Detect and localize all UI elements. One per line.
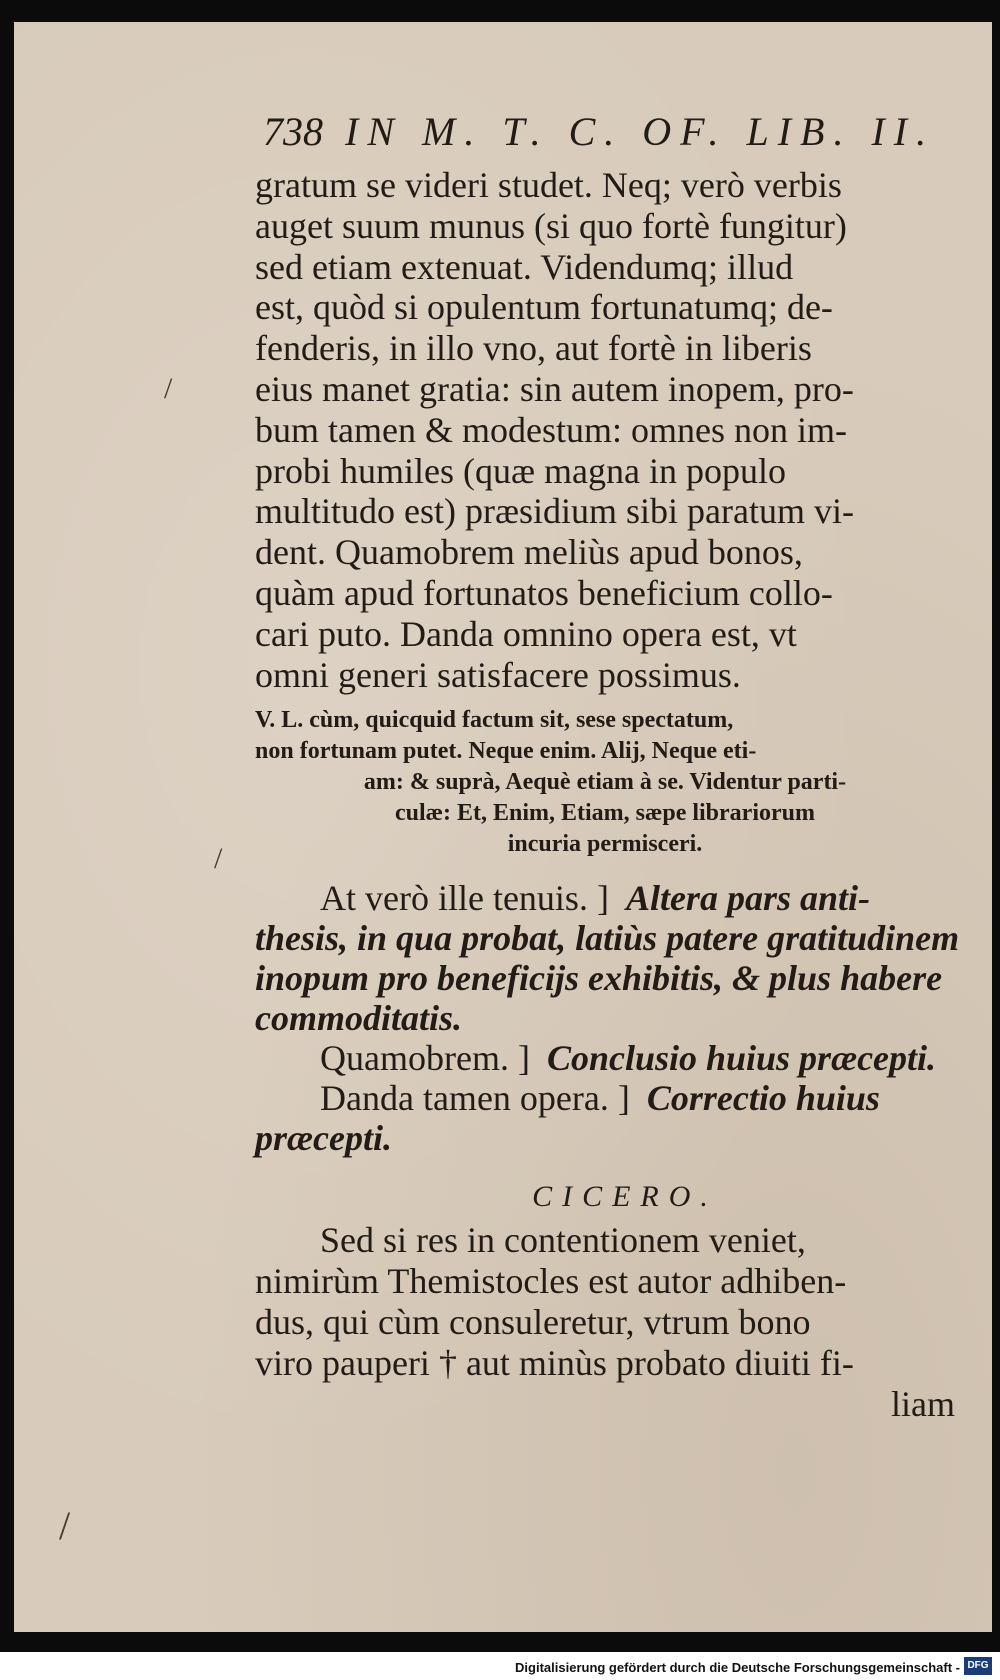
commentary-line	[255, 1078, 955, 1118]
footer-credit: Digitalisierung gefördert durch die Deutsche Forschungsgemeinschaft -	[515, 1660, 960, 1675]
text-line: dus, qui cùm consuleretur, vtrum bono	[255, 1301, 811, 1342]
text-line: fenderis, in illo vno, aut fortè in liberis	[255, 328, 812, 369]
margin-mark: /	[164, 372, 173, 405]
text-line: Sed si res in contentionem veniet,	[320, 1220, 806, 1261]
commentary-line	[255, 878, 955, 918]
text-line: sed etiam extenuat. Videndumq; illud	[255, 246, 794, 287]
text-line: cari puto. Danda omnino opera est, vt	[255, 613, 797, 654]
text-line: dent. Quamobrem meliùs apud bonos,	[255, 532, 803, 573]
running-title: IN M. T. C. OF. LIB. II.	[345, 109, 936, 154]
text-line: viro pauperi † aut minùs probato diuiti fi-	[255, 1342, 854, 1383]
dfg-logo: DFG	[964, 1657, 992, 1675]
page-text	[255, 108, 960, 1424]
note-line: V. L. cùm, quicquid factum sit, sese spectatum,	[255, 707, 734, 734]
lemma: Danda tamen opera. ]	[320, 1078, 630, 1119]
note-line: incuria permisceri.	[507, 831, 703, 858]
gloss: Altera pars anti-	[625, 878, 870, 919]
gloss-line: præcepti.	[255, 1118, 392, 1159]
lemma: Quamobrem. ]	[320, 1038, 530, 1079]
text-line: nimirùm Themistocles est autor adhiben-	[255, 1261, 847, 1302]
lemma: At verò ille tenuis. ]	[320, 878, 609, 919]
margin-mark: /	[214, 842, 223, 875]
gloss-line: inopum pro beneficijs exhibitis, & plus habere	[255, 958, 943, 999]
margin-mark: /	[59, 1503, 71, 1548]
note-line: am: & suprà, Aequè etiam à se. Videntur parti-	[363, 769, 847, 796]
section-heading: CICERO.	[532, 1180, 718, 1214]
text-line: probi humiles (quæ magna in populo	[255, 450, 786, 491]
note-line: culæ: Et, Enim, Etiam, sæpe librariorum	[395, 800, 815, 827]
gloss-line: commoditatis.	[255, 998, 462, 1039]
text-line: eius manet gratia: sin autem inopem, pro-	[255, 368, 854, 409]
commentary	[255, 878, 960, 1159]
latin-passage	[255, 165, 955, 695]
text-line: gratum se videri studet. Neq; verò verbis	[255, 165, 842, 205]
page-number: 738	[263, 109, 323, 154]
gloss: Conclusio huius præcepti.	[546, 1038, 937, 1079]
text-line: omni generi satisfacere possimus.	[255, 654, 741, 695]
commentary-line	[255, 1038, 955, 1078]
text-line: quàm apud fortunatos beneficium collo-	[255, 572, 833, 613]
text-line: multitudo est) præsidium sibi paratum vi-	[255, 491, 854, 532]
catchword: liam	[891, 1383, 955, 1424]
gloss: Correctio huius	[646, 1078, 880, 1119]
text-line: bum tamen & modestum: omnes non im-	[255, 409, 847, 450]
text-line: est, quòd si opulentum fortunatumq; de-	[255, 287, 833, 328]
text-line: auget suum munus (si quo fortè fungitur)	[255, 205, 847, 246]
gloss-line: thesis, in qua probat, latiùs patere gratitudinem	[255, 918, 960, 959]
running-head	[263, 108, 955, 155]
variant-reading-note	[255, 705, 955, 860]
latin-passage-2	[255, 1220, 955, 1424]
note-line: non fortunam putet. Neque enim. Alij, Neque eti-	[255, 738, 757, 765]
